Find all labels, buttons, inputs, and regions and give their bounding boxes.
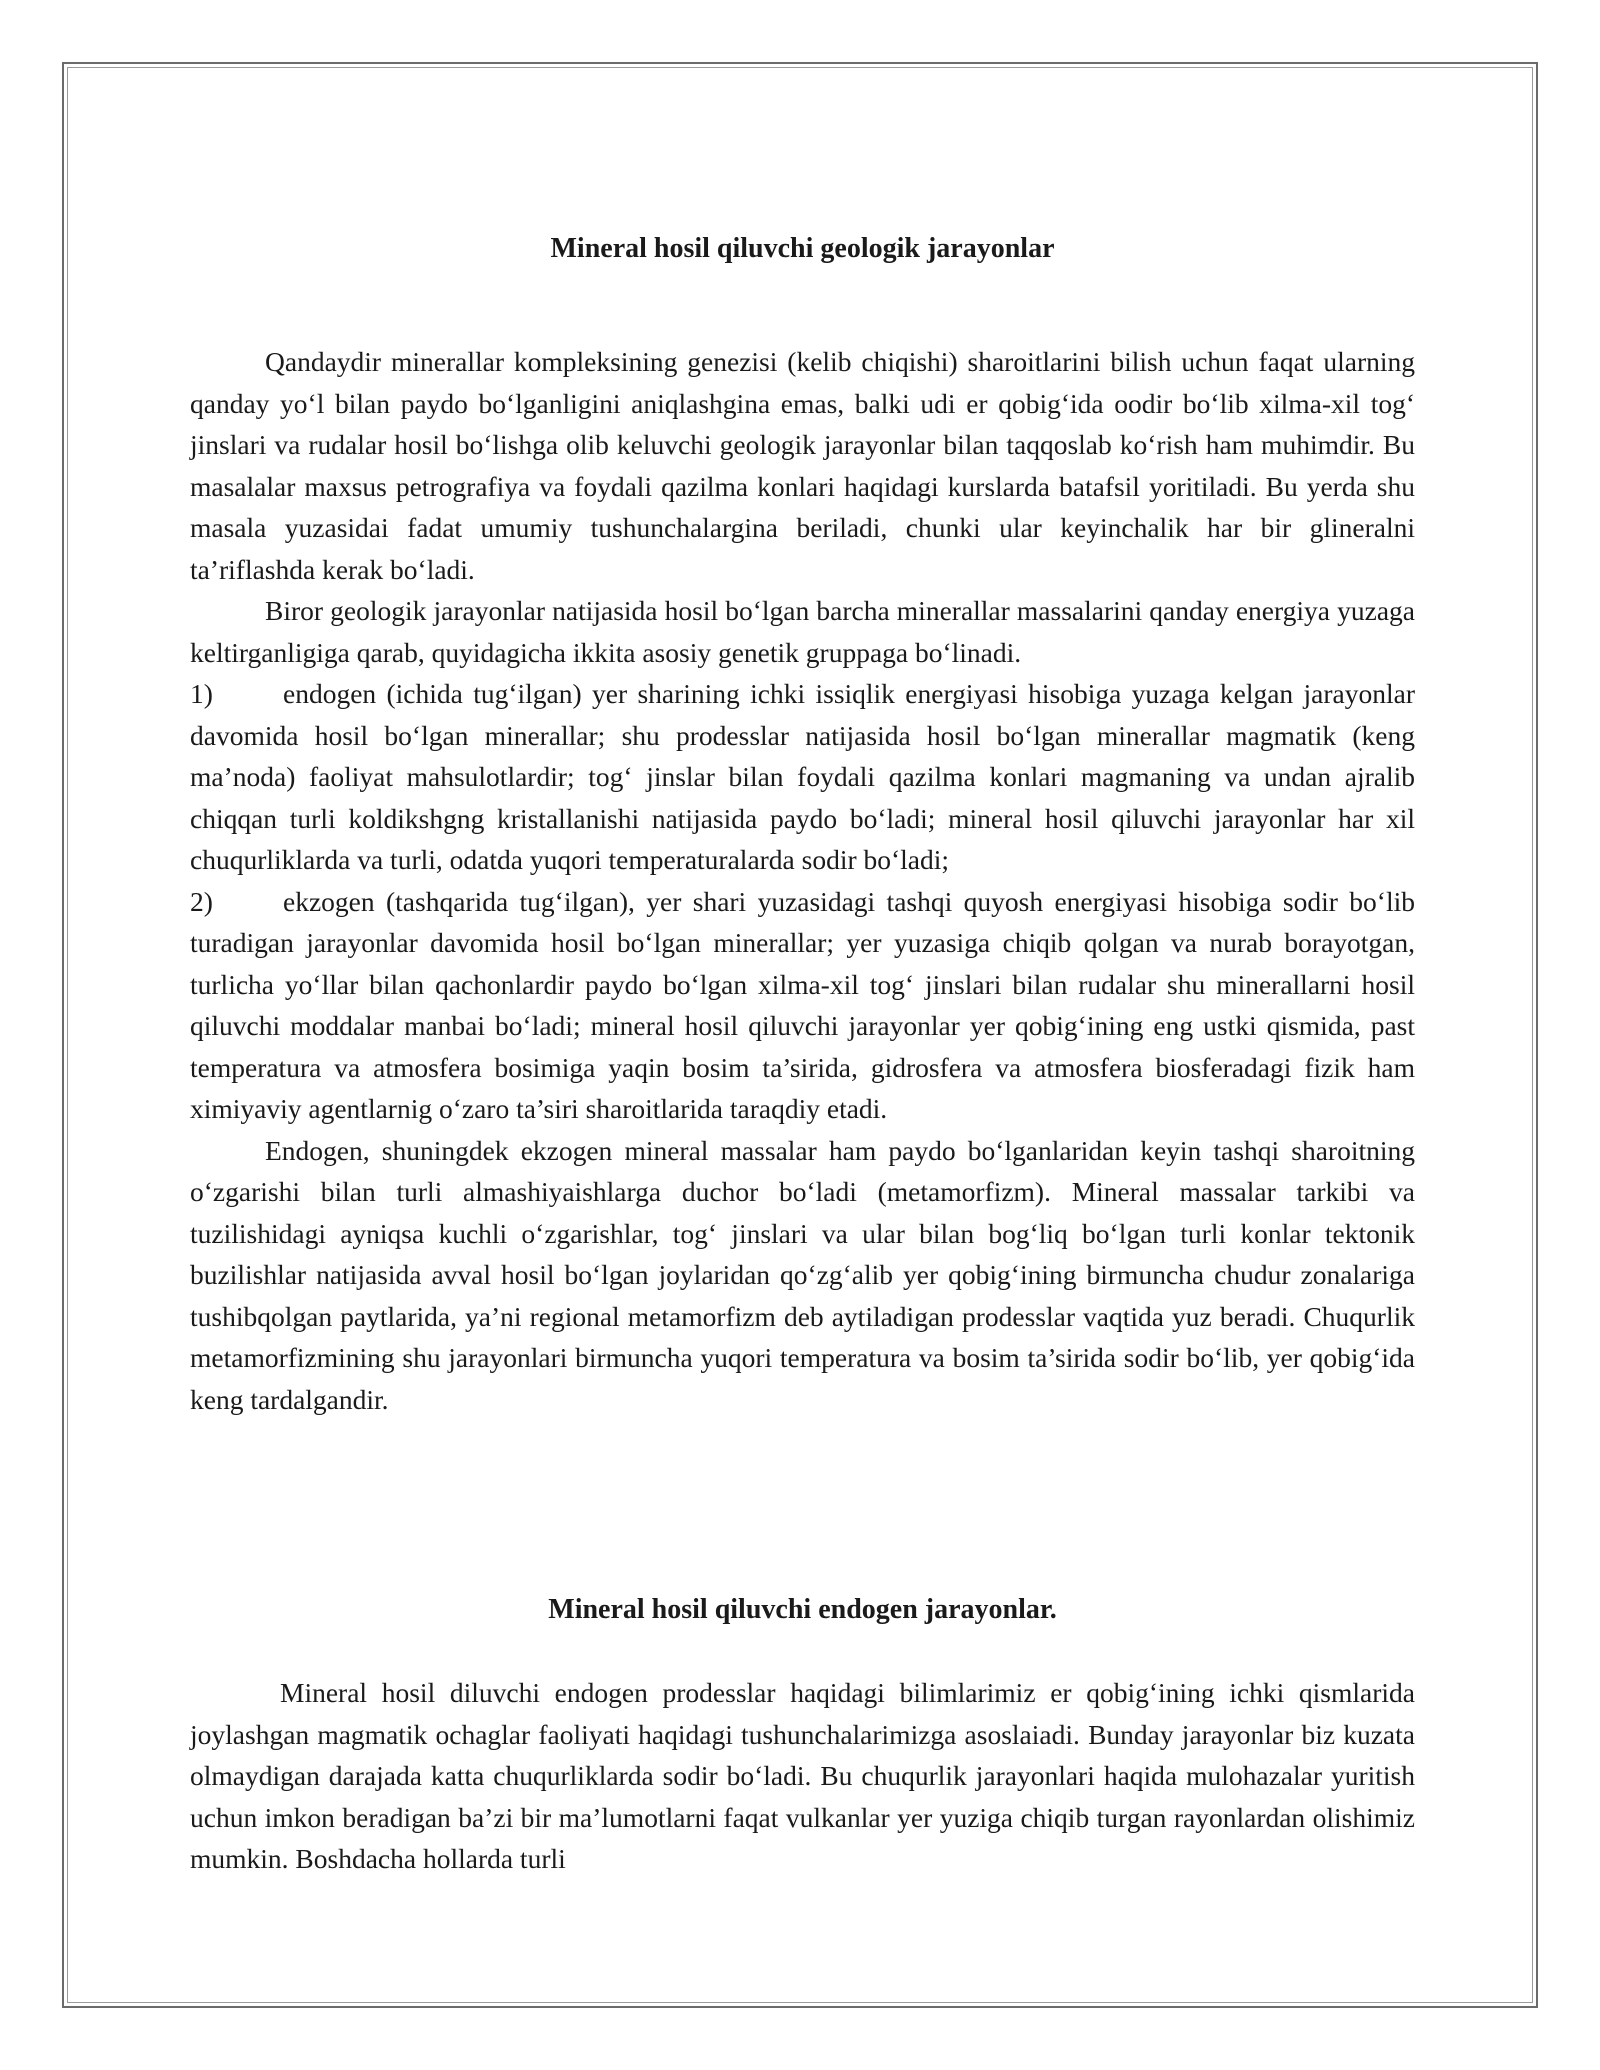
paragraph: Endogen, shuningdek ekzogen mineral massalar ham paydo bo‘lganlaridan keyin tashqi sharoitning o‘zgarishi bilan turli almashiyaishlarga duchor bo‘ladi (metamorfizm). Mineral massalar tarkibi va tuzilishidagi ayniqsa kuchli o‘zgarishlar, tog‘ jinslari va ular bilan bog‘liq bo‘lgan turli konlar tektonik buzilishlar natijasida avval hosil bo‘lgan joylaridan qo‘zg‘alib yer qobig‘ining birmuncha chudur zonalariga tushibqolgan paytlarida, ya’ni regional metamorfizm deb aytiladigan prodesslar vaqtida yuz beradi. Chuqurlik metamorfizmining shu jarayonlari birmuncha yuqori temperatura va bosim ta’sirida sodir bo‘lib, yer qobig‘ida keng tardalgandir. [190,1134,1415,1415]
paragraph: Qandaydir minerallar kompleksining genezisi (kelib chiqishi) sharoitlarini bilish uchun faqat ularning qanday yo‘l bilan paydo bo‘lganligini aniqlashgina emas, balki udi er qobig‘ida oodir bo‘lib xilma-xil tog‘ jinslari va rudalar hosil bo‘lishga olib keluvchi geologik jarayonlar bilan taqqoslab ko‘rish ham muhimdir. Bu masalalar maxsus petrografiya va foydali qazilma konlari haqidagi kurslarda batafsil yoritiladi. Bu yerda shu masala yuzasidai fadat umumiy tushunchalargina beriladi, chunki ular keyinchalik har bir glineralni ta’riflashda kerak bo‘ladi. [190,346,1415,585]
section-heading: Mineral hosil qiluvchi endogen jarayonlar. [548,1594,1057,1625]
list-item [190,673,1415,881]
paragraph: Mineral hosil diluvchi endogen prodesslar haqidagi bilimlarimiz er qobig‘ining ichki qismlarida joylashgan magmatik ochaglar faoliyati haqidagi tushunchalarimizga asoslaiadi. Bunday jarayonlar biz kuzata olmaydigan darajada katta chuqurliklarda sodir bo‘ladi. Bu chuqurlik jarayonlari haqida mulohazalar yuritish uchun imkon beradigan ba’zi bir ma’lumotlarni faqat vulkanlar yer yuziga chiqib turgan rayonlardan olishimiz mumkin. Boshdacha hollarda turli [190,1677,1415,1874]
list-item-text: endogen (ichida tug‘ilgan) yer sharining ichki issiqlik energiyasi hisobiga yuzaga kelgan jarayonlar davomida hosil bo‘lgan minerallar; shu prodesslar natijasida hosil bo‘lgan minerallar magmatik (keng ma’noda) faoliyat mahsulotlardir; tog‘ jinslar bilan foydali qazilma konlari magmaning va undan ajralib chiqqan turli koldikshgng kristallanishi natijasida paydo bo‘ladi; mineral hosil qiluvchi jarayonlar har xil chuqurliklarda va turli, odatda yuqori temperaturalarda sodir bo‘ladi; [190,678,1415,875]
paragraph: Biror geologik jarayonlar natijasida hosil bo‘lgan barcha minerallar massalarini qanday energiya yuzaga keltirganligiga qarab, quyidagicha ikkita asosiy genetik gruppaga bo‘linadi. [190,595,1415,668]
list-item-text: ekzogen (tashqarida tug‘ilgan), yer shari yuzasidagi tashqi quyosh energiyasi hisobiga sodir bo‘lib turadigan jarayonlar davomida hosil bo‘lgan minerallar; yer yuzasiga chiqib qolgan va nurab borayotgan, turlicha yo‘llar bilan qachonlardir paydo bo‘lgan xilma-xil tog‘ jinslari bilan rudalar shu minerallarni hosil qiluvchi moddalar manbai bo‘ladi; mineral hosil qiluvchi jarayonlar yer qobig‘ining eng ustki qismida, past temperatura va atmosfera bosimiga yaqin bosim ta’sirida, gidrosfera va atmosfera biosferadagi fizik ham ximiyaviy agentlarnig o‘zaro ta’siri sharoitlarida taraqdiy etadi. [190,885,1415,1124]
section-body [190,1672,1415,1880]
section-heading: Mineral hosil qiluvchi geologik jarayonlar [550,233,1055,264]
list-number: 1) [190,678,213,709]
list-item [190,881,1415,1130]
section-body [190,341,1415,1420]
list-number: 2) [190,885,213,917]
